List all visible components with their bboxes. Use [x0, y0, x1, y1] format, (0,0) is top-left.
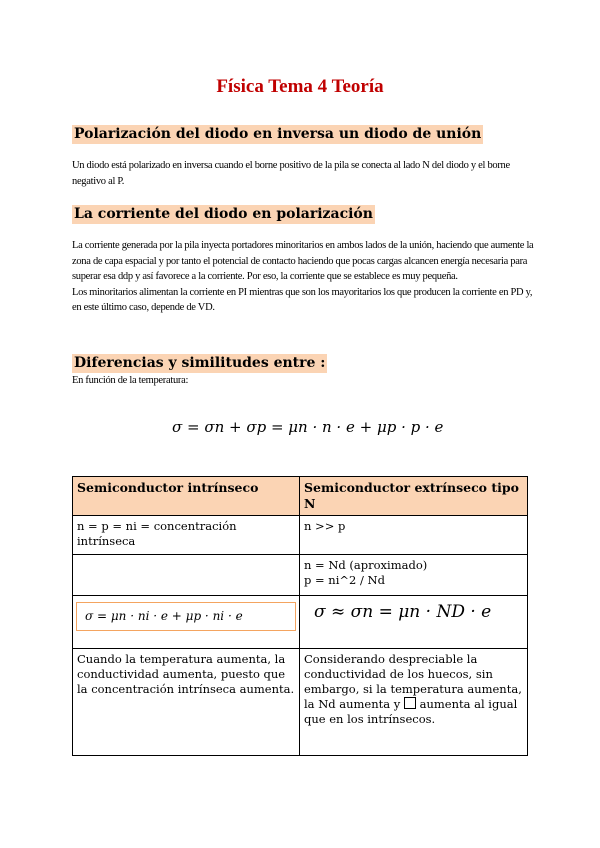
missing-symbol-box-icon [404, 697, 416, 709]
paragraph-text-1: La corriente generada por la pila inyecta portadores minoritarios en ambos lados de la unión, haciendo que aumente la zona de capa espacial y por tanto el potencial de contacto haciendo que pocas cargas alcancen energía necesaria para superar esa ddp y así favorece a la corriente. Por eso, la corriente que se establece es muy pequeña. [72, 240, 534, 282]
table-row [73, 649, 528, 756]
table-row [73, 555, 528, 596]
section-heading-reverse-bias: Polarización del diodo en inversa un diodo de unión [74, 126, 482, 142]
table-row [73, 596, 528, 649]
subtitle-temperature: En función de la temperatura: [72, 375, 189, 386]
header-intrinsic: Semiconductor intrínseco [73, 477, 300, 516]
intrinsic-formula-box [76, 602, 296, 631]
header-extrinsic: Semiconductor extrínseco tipo N [300, 477, 528, 516]
cell-extrinsic-concentration: n >> p [300, 516, 528, 555]
paragraph-text-2: Los minoritarios alimentan la corriente en PI mientras que son los mayoritarios los que producen la corriente en PD y, en este último caso, depende de VD. [72, 286, 533, 313]
approx-line-2: p = ni^2 / Nd [304, 573, 385, 587]
table-header-row [73, 477, 528, 516]
paragraph-text: Un diodo está polarizado en inversa cuando el borne positivo de la pila se conecta al lado N del diodo y el borne negativo al P. [72, 160, 510, 187]
cell-intrinsic-formula [73, 596, 300, 649]
paragraph-diode-current [72, 238, 542, 316]
cell-empty [73, 555, 300, 596]
paragraph-reverse-bias [72, 158, 542, 189]
cell-intrinsic-conclusion: Cuando la temperatura aumenta, la conductividad aumenta, puesto que la concentración intrínseca aumenta. [73, 649, 300, 756]
page-title: Física Tema 4 Teoría [216, 76, 384, 97]
section-heading-diode-current: La corriente del diodo en polarización [74, 206, 373, 222]
cell-extrinsic-conclusion [300, 649, 528, 756]
cell-extrinsic-formula [300, 596, 528, 649]
conductivity-formula-text: σ = σn + σp = μn · n · e + μp · p · e [172, 418, 444, 436]
comparison-table [72, 476, 528, 756]
section-heading-differences: Diferencias y similitudes entre : [74, 355, 326, 371]
approx-line-1: n = Nd (aproximado) [304, 558, 428, 572]
table-row [73, 516, 528, 555]
extrinsic-formula [304, 599, 523, 626]
conductivity-formula [172, 418, 443, 436]
extrinsic-conclusion-part-b: aumenta al igual que en los intrínsecos. [304, 697, 518, 726]
extrinsic-formula-text: σ ≈ σn = μn · ND · e [314, 602, 492, 622]
extrinsic-conclusion-part-a: Considerando despreciable la conductividad de los huecos, sin embargo, si la temperatura aumenta, la Nd aumenta y [304, 652, 522, 711]
cell-extrinsic-approx [300, 555, 528, 596]
cell-intrinsic-concentration: n = p = ni = concentración intrínseca [73, 516, 300, 555]
intrinsic-formula-text: σ = μn · ni · e + μp · ni · e [85, 609, 243, 623]
